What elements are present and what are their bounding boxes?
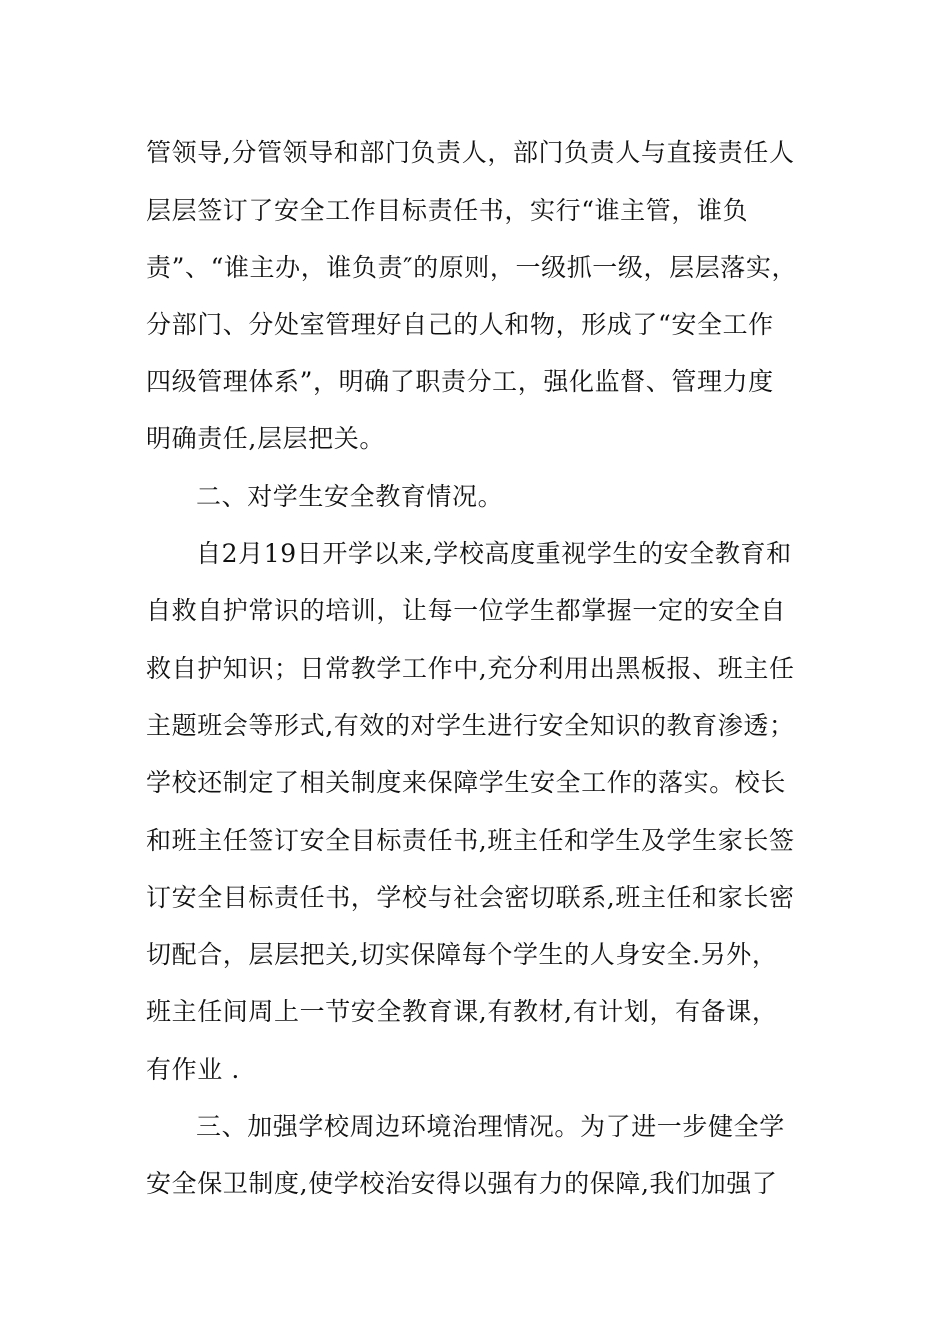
text-line: 切配合，层层把关,切实保障每个学生的人身安全.另外， xyxy=(146,940,778,969)
text-line: 救自护知识；日常教学工作中,充分利用出黑板报、班主任 xyxy=(146,654,795,683)
section-heading: 三、加强学校周边环境治理情况。为了进一步健全学 xyxy=(196,1112,785,1141)
text-line: 安全保卫制度,使学校治安得以强有力的保障,我们加强了 xyxy=(146,1169,778,1198)
text-line: 四级管理体系”，明确了职责分工，强化监督、管理力度 xyxy=(146,367,774,396)
section-heading: 二、对学生安全教育情况。 xyxy=(196,482,504,511)
text-line: 责”、“谁主办，谁负责″的原则，一级抓一级，层层落实， xyxy=(146,253,798,282)
text-line: 班主任间周上一节安全教育课,有教材,有计划，有备课， xyxy=(146,997,778,1026)
text-line: 明确责任,层层把关。 xyxy=(146,424,385,453)
text-line: 自救自护常识的培训，让每一位学生都掌握一定的安全自 xyxy=(146,596,787,625)
text-line: 学校还制定了相关制度来保障学生安全工作的落实。校长 xyxy=(146,768,787,797)
text-line: 有作业 . xyxy=(146,1055,240,1084)
text-line: 和班主任签订安全目标责任书,班主任和学生及学生家长签 xyxy=(146,826,795,855)
text-line: 订安全目标责任书，学校与社会密切联系,班主任和家长密 xyxy=(146,883,795,912)
paragraph-start: 自2月19日开学以来,学校高度重视学生的安全教育和 xyxy=(196,539,792,568)
text-line: 分部门、分处室管理好自己的人和物，形成了“安全工作 xyxy=(146,310,774,339)
text-line: 管领导,分管领导和部门负责人，部门负责人与直接责任人 xyxy=(146,138,795,167)
text-line: 主题班会等形式,有效的对学生进行安全知识的教育渗透； xyxy=(146,711,795,740)
text-line: 层层签订了安全工作目标责任书，实行“谁主管，谁负 xyxy=(146,196,749,225)
